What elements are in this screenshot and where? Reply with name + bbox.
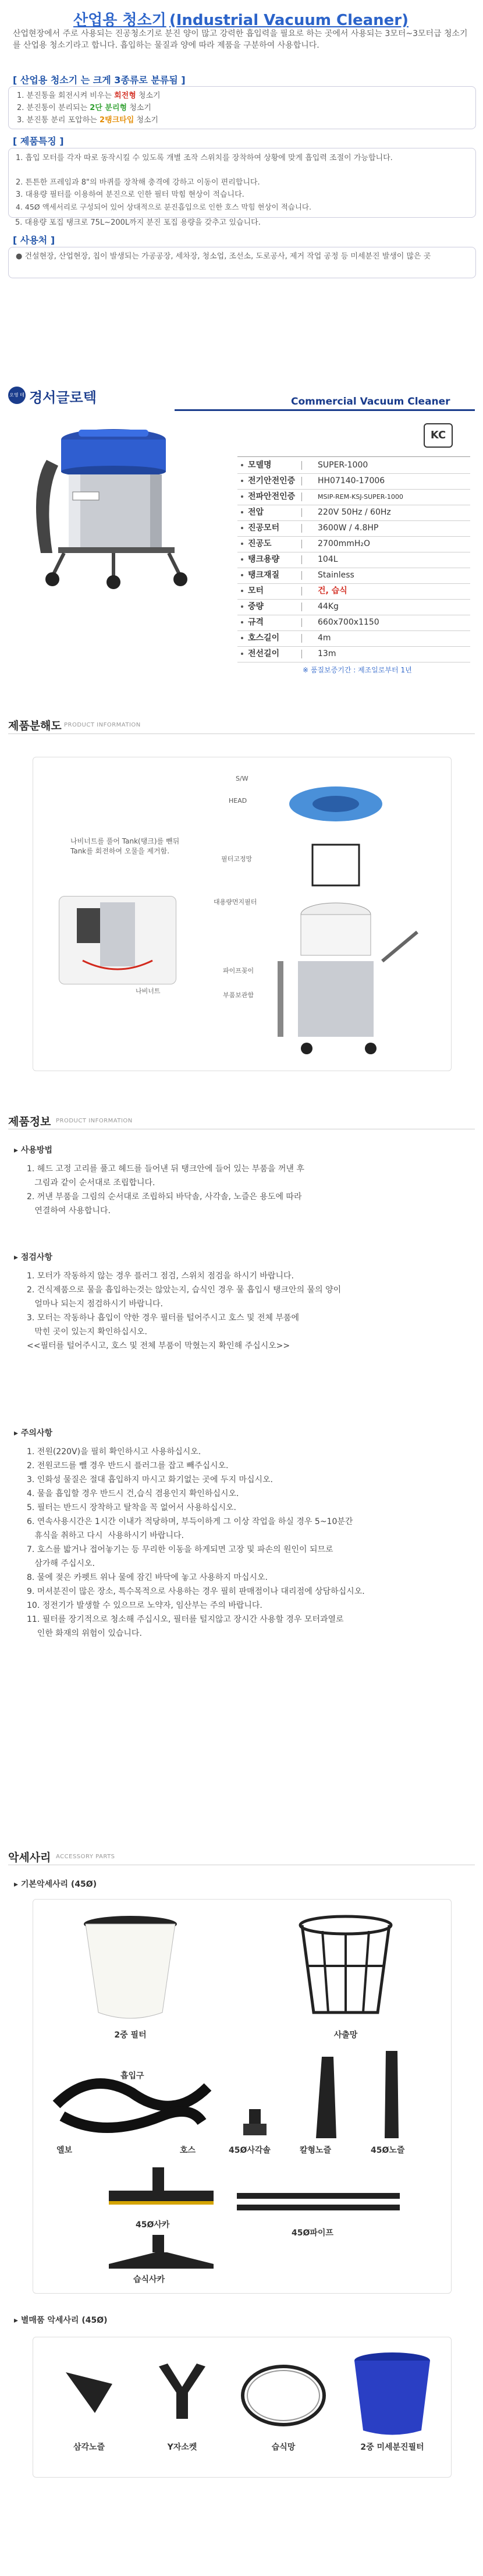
list-item: 1. 헤드 고정 고리를 풀고 헤드를 들어낸 뒤 탱크안에 들어 있는 부품을 꺼낸 후 bbox=[27, 1164, 304, 1174]
extra-acc-heading: ▸ 별매품 악세사리 (45Ø) bbox=[14, 2316, 108, 2325]
title-en: (Industrial Vacuum Cleaner) bbox=[169, 12, 409, 29]
spec-key: 전압 bbox=[248, 508, 264, 517]
list-item: 4. 물을 흡입할 경우 반드시 건,습식 겸용인지 확인하십시오. bbox=[27, 1489, 239, 1498]
spec-separator bbox=[301, 571, 302, 580]
inspect-heading: ▸ 점검사항 bbox=[14, 1253, 52, 1262]
spec-row bbox=[237, 505, 470, 521]
spec-value: 660x700x1150 bbox=[318, 618, 379, 627]
bullet-icon bbox=[241, 480, 243, 482]
list-item: 연결하여 사용합니다. bbox=[27, 1206, 111, 1216]
acc-filter-image bbox=[81, 1914, 180, 2024]
bullet-icon bbox=[241, 621, 243, 623]
list-item: 인한 화재의 위험이 있습니다. bbox=[27, 1629, 142, 1638]
info-title: 제품정보 bbox=[8, 1115, 51, 1128]
acc-pipe-label: 45Ø파이프 bbox=[292, 2228, 333, 2238]
spec-value: 220V 50Hz / 60Hz bbox=[318, 508, 391, 517]
label-pipe-fit: 파이프꽂이 bbox=[223, 967, 254, 975]
label-big-filter: 대용량먼지필터 bbox=[214, 898, 257, 906]
spec-key: 중량 bbox=[248, 602, 264, 611]
list-item: 10. 정전기가 발생할 수 있으므로 노약자, 임산부는 주의 바랍니다. bbox=[27, 1601, 262, 1610]
bullet-icon bbox=[241, 543, 243, 545]
type-item-1: 1. 분진통을 회전시켜 비우는 회전형 청소기 bbox=[17, 91, 161, 100]
bullet-icon bbox=[241, 653, 243, 655]
list-item: 그림과 같이 순서대로 조립합니다. bbox=[27, 1178, 155, 1188]
spec-separator bbox=[301, 587, 302, 596]
exploded-view-image bbox=[266, 769, 429, 1060]
spec-row bbox=[237, 599, 470, 615]
acc-wetnet-label: 습식망 bbox=[271, 2443, 296, 2452]
usage-box bbox=[8, 247, 476, 278]
bullet-icon bbox=[241, 590, 243, 592]
bullet-icon bbox=[241, 464, 243, 466]
product-image bbox=[12, 419, 227, 594]
acc-nozzle-image bbox=[380, 2051, 403, 2138]
acc-inlet-label: 흡입구 bbox=[120, 2071, 144, 2081]
title-kr: 산업용 청소기 bbox=[73, 12, 166, 29]
spec-row bbox=[237, 552, 470, 568]
list-item: 5. 필터는 반드시 장착하고 탈착을 꼭 없어서 사용하십시오. bbox=[27, 1503, 237, 1512]
spec-row bbox=[237, 646, 470, 662]
spec-separator bbox=[301, 492, 302, 501]
accessories-title: 악세사리 bbox=[8, 1851, 51, 1864]
spec-key: 전파안전인증 bbox=[248, 492, 296, 501]
spec-value: 3600W / 4.8HP bbox=[318, 523, 379, 533]
list-item: 2. 건식제품으로 물을 흡입하는것는 않았는지, 습식인 경우 물 흡입시 탱크안의 물의 양이 bbox=[27, 1285, 342, 1295]
usage-method-list bbox=[27, 1162, 469, 1218]
spec-row bbox=[237, 630, 470, 647]
spec-row bbox=[237, 583, 470, 600]
spec-value: MSIP-REM-KSJ-SUPER-1000 bbox=[318, 493, 403, 501]
bullet-icon bbox=[241, 637, 243, 639]
label-head: HEAD bbox=[229, 797, 247, 805]
list-item: 9. 머셔분진이 많은 장소, 특수목적으로 사용하는 경우 필히 판매점이나 대리점에 상담하십시오. bbox=[27, 1587, 365, 1596]
spec-key: 호스길이 bbox=[248, 633, 280, 643]
spec-value: 104L bbox=[318, 555, 338, 564]
acc-triangle-image bbox=[54, 2361, 124, 2419]
spec-key: 진공모터 bbox=[248, 523, 280, 533]
bullet-icon bbox=[241, 574, 243, 576]
spec-separator bbox=[301, 634, 302, 643]
inspect-list bbox=[27, 1269, 469, 1353]
list-item: 2. 꺼낸 부품을 그림의 순서대로 조립하되 바닥솔, 사각솔, 노즐은 용도에 따라 bbox=[27, 1192, 302, 1202]
disassembly-note: 나비너트를 풀어 Tank(탱크)를 뺀뒤 Tank를 회전하여 오물을 제거함. bbox=[70, 837, 180, 855]
acc-pipe-image bbox=[237, 2191, 406, 2220]
spec-value: HH07140-17006 bbox=[318, 476, 385, 486]
acc-floor-label: 45Ø사카 bbox=[136, 2220, 170, 2230]
spec-separator bbox=[301, 555, 302, 564]
acc-microfilter-label: 2중 미세분진필터 bbox=[360, 2443, 424, 2452]
spec-value: 4m bbox=[318, 633, 331, 643]
disassembly-panel bbox=[33, 757, 452, 1071]
features-heading: [ 제품특징 ] bbox=[13, 136, 64, 147]
basic-acc-heading: ▸ 기본악세사리 (45Ø) bbox=[14, 1880, 97, 1889]
caution-list bbox=[27, 1445, 475, 1640]
spec-value: SUPER-1000 bbox=[318, 460, 368, 470]
bullet-icon bbox=[241, 511, 243, 513]
features-box bbox=[8, 148, 476, 218]
acc-cage-image bbox=[296, 1914, 395, 2024]
acc-elbow-label: 엘보 bbox=[56, 2146, 73, 2155]
acc-microfilter-image bbox=[349, 2349, 436, 2436]
bullet-icon bbox=[241, 558, 243, 561]
acc-ysocket-label: Y자소켓 bbox=[167, 2443, 197, 2452]
spec-row bbox=[237, 615, 470, 631]
spec-value: 44Kg bbox=[318, 602, 339, 611]
spec-value: 건, 습식 bbox=[318, 586, 347, 596]
acc-wetnet-image bbox=[237, 2361, 330, 2430]
extra-acc-panel bbox=[33, 2337, 452, 2478]
list-item: 얼마나 되는지 점검하시기 바랍니다. bbox=[27, 1299, 164, 1309]
accessories-subtitle: ACCESSORY PARTS bbox=[56, 1854, 115, 1860]
kc-mark-icon: KC bbox=[424, 423, 453, 448]
list-item: 3. 모터는 작동하나 흡입이 약한 경우 필터를 털어주시고 호스 및 전체 부품에 bbox=[27, 1313, 300, 1323]
type-item-3: 3. 분진통 분리 포압하는 2탱크타입 청소기 bbox=[17, 116, 159, 125]
spec-key: 모터 bbox=[248, 586, 264, 596]
feature-3: 3. 대용량 필터를 이용하여 분진으로 인한 필터 막힘 현상이 적습니다. bbox=[16, 190, 244, 199]
list-item: 1. 모터가 작동하지 않는 경우 플러그 점검, 스위치 점검을 하시기 바랍니다. bbox=[27, 1271, 294, 1281]
caution-heading: ▸ 주의사항 bbox=[14, 1429, 52, 1438]
spec-row bbox=[237, 458, 470, 474]
label-nut: 나비너트 bbox=[136, 987, 161, 995]
spec-separator bbox=[301, 618, 302, 627]
brand-underline bbox=[175, 409, 475, 411]
acc-floor-image bbox=[103, 2167, 219, 2214]
label-parts-box: 부품보관함 bbox=[223, 991, 254, 999]
feature-5: 5. 대용량 포집 탱크로 75L~200L까지 분진 포집 용량을 갖추고 있습니다. bbox=[15, 218, 261, 227]
list-item: 막힌 곳이 있는지 확인하십시오. bbox=[27, 1327, 147, 1337]
disassembly-subtitle: PRODUCT INFORMATION bbox=[64, 722, 141, 728]
usage-text: ● 건설현장, 산업현장, 칩이 발생되는 가공공장, 세차장, 청소업, 조선소, 도로공사, 제거 작업 공정 등 미세분진 발생이 많은 곳 bbox=[16, 252, 431, 261]
spec-table-top bbox=[237, 456, 470, 457]
spec-value: 2700mmH₂O bbox=[318, 539, 371, 548]
list-item: 11. 필터를 장기적으로 청소해 주십시오, 필터를 털지않고 장시간 사용할 경우 모터과열로 bbox=[27, 1615, 344, 1624]
bullet-icon bbox=[241, 527, 243, 529]
acc-sqbrush-label: 45Ø사각솔 bbox=[229, 2146, 271, 2155]
spec-separator bbox=[301, 650, 302, 658]
spec-row bbox=[237, 473, 470, 490]
list-item: 6. 연속사용시간은 1시간 이내가 적당하며, 부득이하게 그 이상 작업을 하실 경우 5~10분간 bbox=[27, 1517, 353, 1526]
list-item: 7. 호스를 밟거나 접어놓기는 등 무리한 이동을 하게되면 고장 및 파손의 원인이 되므로 bbox=[27, 1545, 333, 1554]
spec-value: 13m bbox=[318, 649, 336, 658]
list-item: 휴식을 취하고 다시 사용하시기 바랍니다. bbox=[27, 1531, 184, 1540]
spec-footnote: ※ 품질보증기간 : 제조일로부터 1년 bbox=[303, 666, 412, 674]
bullet-icon bbox=[241, 605, 243, 608]
disassembly-title: 제품분해도 bbox=[8, 720, 62, 732]
basic-acc-panel bbox=[33, 1899, 452, 2294]
spec-separator bbox=[301, 524, 302, 533]
spec-separator bbox=[301, 540, 302, 548]
spec-value: Stainless bbox=[318, 571, 354, 580]
spec-key: 모델명 bbox=[248, 460, 272, 470]
spec-key: 탱크재질 bbox=[248, 571, 280, 580]
usage-method-heading: ▸ 사용방법 bbox=[14, 1146, 52, 1155]
acc-crevice-label: 칼형노즐 bbox=[300, 2146, 332, 2155]
usage-heading: [ 사용처 ] bbox=[13, 235, 55, 246]
list-item: 3. 인화성 물질은 절대 흡입하지 마시고 화기없는 곳에 두지 마십시오. bbox=[27, 1475, 274, 1484]
banner-text: Commercial Vacuum Cleaner bbox=[291, 396, 450, 408]
spec-row bbox=[237, 568, 470, 584]
acc-ysocket-image bbox=[147, 2361, 217, 2425]
feature-4: 4. 45Ø 액세서리로 구성되어 있어 상대적으로 분진흡입으로 인한 호스 막힘 현상이 적습니다. bbox=[16, 203, 311, 211]
spec-row bbox=[237, 489, 470, 505]
spec-key: 전선길이 bbox=[248, 649, 280, 658]
acc-wet-image bbox=[103, 2235, 219, 2270]
acc-hose-label: 호스 bbox=[180, 2146, 196, 2155]
spec-separator bbox=[301, 603, 302, 611]
feature-2: 2. 튼튼한 프레임과 8"의 바퀴를 장착해 충격에 강하고 이동이 편리합니다. bbox=[16, 178, 260, 187]
types-box bbox=[8, 86, 476, 129]
list-item: 8. 물에 젖은 카펫트 위나 물에 잠긴 바닥에 놓고 사용하지 마십시오. bbox=[27, 1573, 268, 1582]
spec-separator bbox=[301, 461, 302, 470]
acc-wet-label: 습식사카 bbox=[133, 2275, 165, 2284]
list-item: 2. 전원코드를 뺄 경우 반드시 플러그를 잡고 빼주십시오. bbox=[27, 1461, 229, 1471]
spec-row bbox=[237, 536, 470, 552]
spec-key: 진공도 bbox=[248, 539, 272, 548]
acc-nozzle-label: 45Ø노즐 bbox=[371, 2146, 405, 2155]
spec-separator bbox=[301, 477, 302, 486]
brand-name: 경서글로텍 bbox=[29, 389, 97, 406]
label-sw: S/W bbox=[236, 775, 248, 782]
list-item: <<필터를 털어주시고, 호스 및 전체 부품이 막혔는지 확인해 주십시오>> bbox=[27, 1341, 290, 1351]
list-item: 1. 전원(220V)을 필히 확인하시고 사용하십시오. bbox=[27, 1447, 201, 1457]
spec-key: 전기안전인증 bbox=[248, 476, 296, 486]
type-item-2: 2. 분진통이 분리되는 2단 분리형 청소기 bbox=[17, 104, 151, 112]
brand-logo-icon: 오영 테크 bbox=[8, 387, 26, 404]
spec-row bbox=[237, 520, 470, 537]
page-title bbox=[8, 8, 474, 30]
feature-1: 1. 흡입 모터를 각자 따로 동작시킬 수 있도록 개별 조작 스위치를 장착하여 상황에 맞게 흡입력 조절이 가능합니다. bbox=[16, 154, 393, 162]
spec-key: 탱크용량 bbox=[248, 555, 280, 564]
list-item: 삼가해 주십시오. bbox=[27, 1559, 95, 1568]
acc-triangle-label: 삼각노즐 bbox=[73, 2443, 105, 2452]
spec-separator bbox=[301, 508, 302, 517]
acc-sqbrush-image bbox=[240, 2109, 269, 2138]
acc-crevice-image bbox=[310, 2057, 345, 2138]
label-filter-cage: 필터고정망 bbox=[221, 855, 253, 863]
acc-filter-label: 2중 필터 bbox=[114, 2031, 147, 2040]
acc-cage-label: 사출망 bbox=[333, 2031, 358, 2040]
bullet-icon bbox=[241, 495, 243, 498]
info-subtitle: PRODUCT INFORMATION bbox=[56, 1118, 133, 1124]
intro-text: 산업현장에서 주로 사용되는 진공청소기로 분진 양이 많고 강력한 흡입력을 필요로 하는 곳에서 사용되는 3모터~3모터급 청소기를 산업용 청소기라고 합니다. 흡입하는 물질과 양에 따라 제품을 구분하여 사용합니다. bbox=[13, 29, 468, 50]
spec-key: 규격 bbox=[248, 618, 264, 627]
nut-detail-image bbox=[59, 896, 176, 984]
types-heading: [ 산업용 청소기 는 크게 3종류로 분류됨 ] bbox=[13, 75, 186, 86]
